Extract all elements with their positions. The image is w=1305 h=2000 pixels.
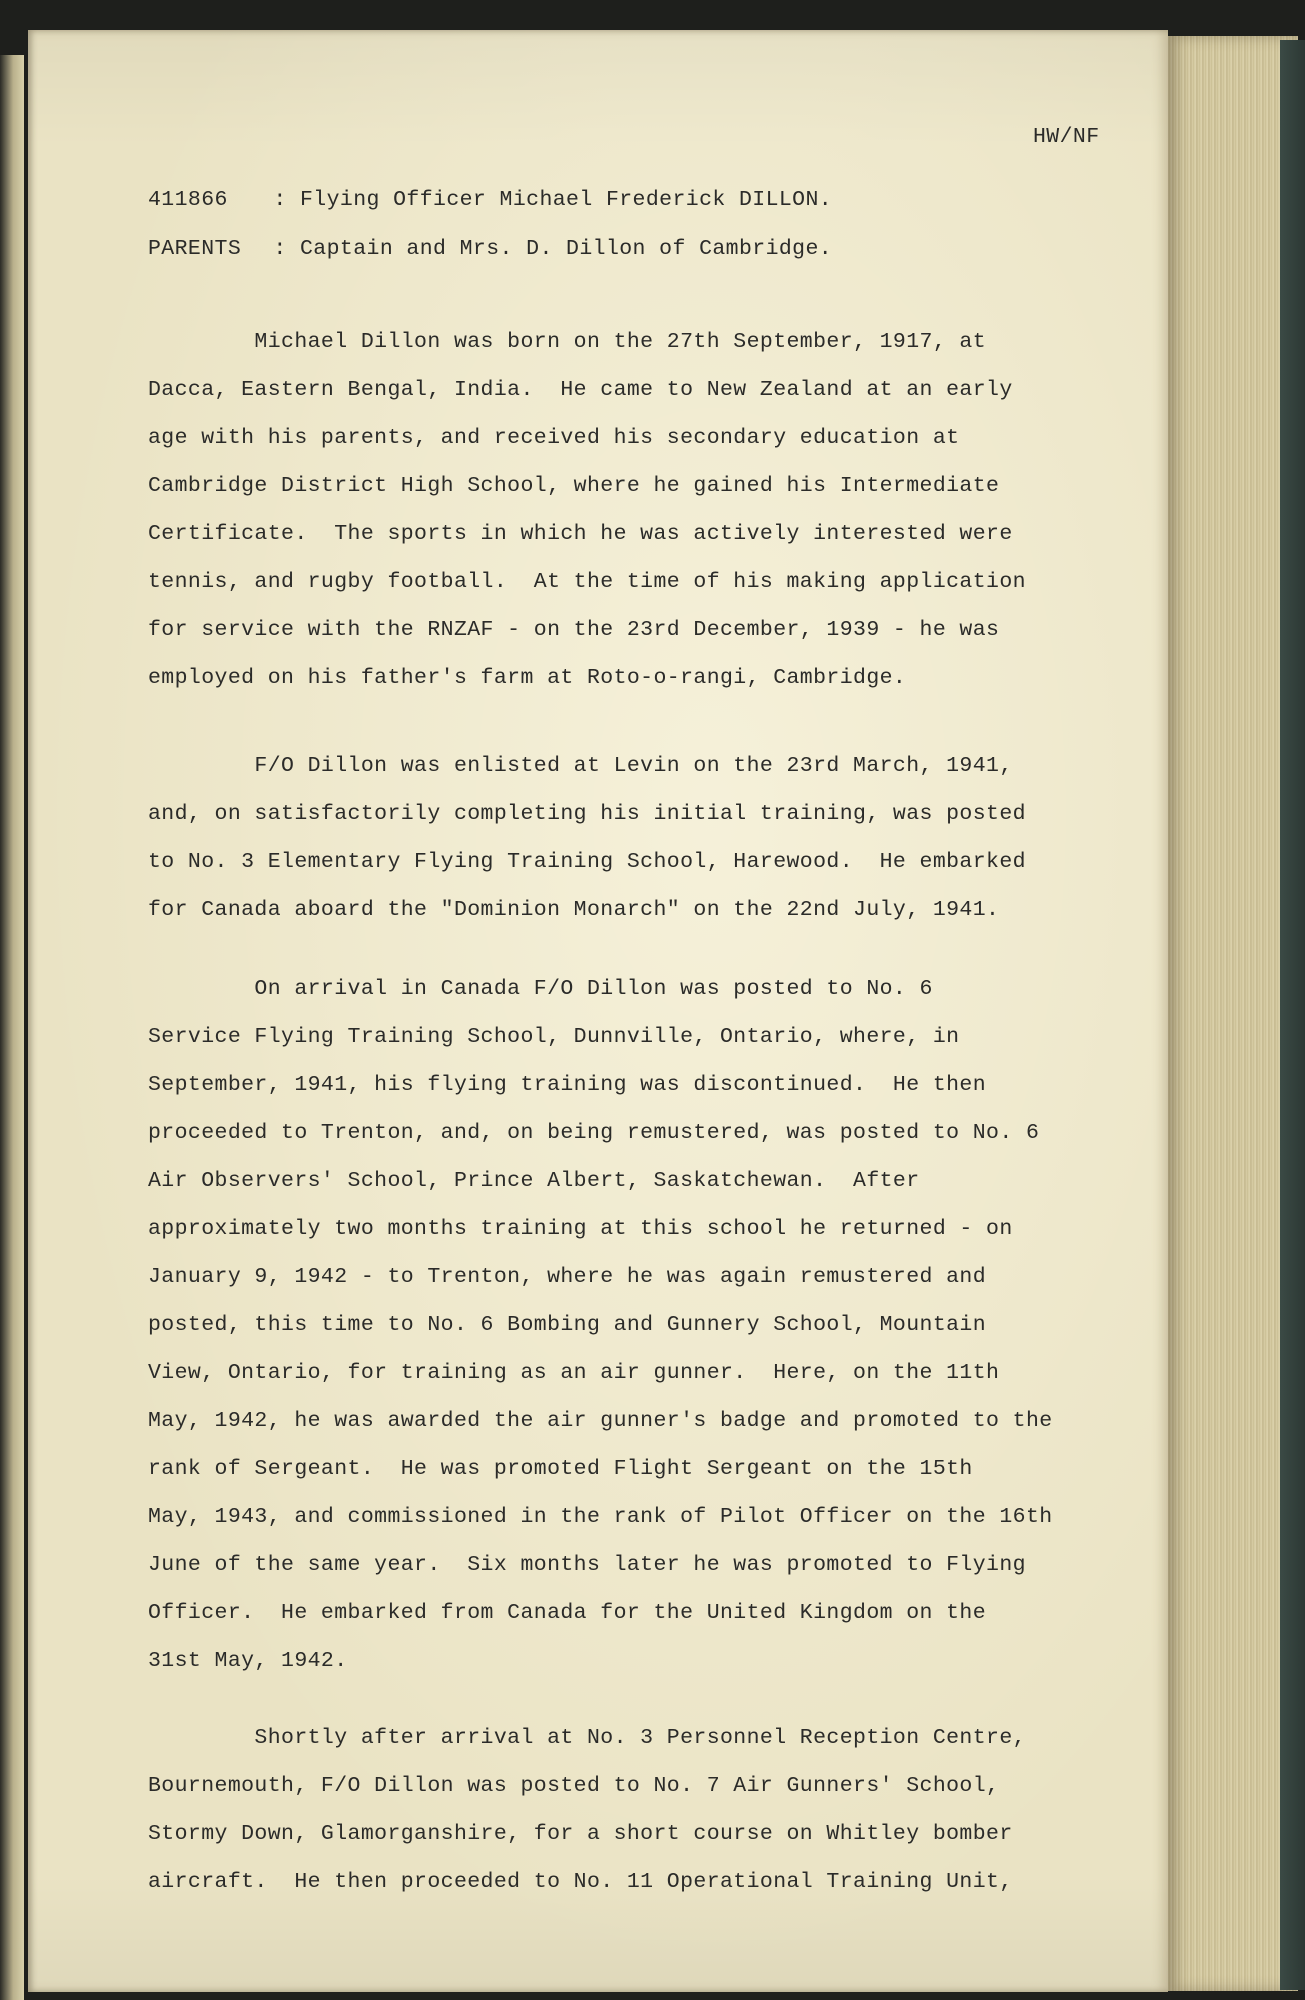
service-number-row: [148, 188, 832, 212]
document-page: [28, 30, 1168, 1992]
parents-value: Captain and Mrs. D. Dillon of Cambridge.: [300, 237, 833, 261]
paragraph-1-line-6: tennis, and rugby football. At the time of his making application: [148, 570, 1026, 594]
paragraph-1-line-1: Michael Dillon was born on the 27th September, 1917, at: [148, 330, 987, 354]
page-stack-edges: [1168, 36, 1298, 1991]
book-binding: [1280, 40, 1305, 1990]
paragraph-1-line-7: for service with the RNZAF - on the 23rd December, 1939 - he was: [148, 618, 1000, 642]
service-number: 411866: [148, 188, 228, 212]
paragraph-1-line-3: age with his parents, and received his secondary education at: [148, 426, 960, 450]
paragraph-3-line-11: rank of Sergeant. He was promoted Flight Sergeant on the 15th: [148, 1457, 973, 1481]
paragraph-1-line-8: employed on his father's farm at Roto-o-rangi, Cambridge.: [148, 666, 907, 690]
field-separator: :: [273, 237, 287, 261]
officer-name: Flying Officer Michael Frederick DILLON.: [300, 188, 833, 212]
paragraph-4-line-4: aircraft. He then proceeded to No. 11 Operational Training Unit,: [148, 1870, 1013, 1894]
paragraph-3-line-5: Air Observers' School, Prince Albert, Saskatchewan. After: [148, 1169, 920, 1193]
paragraph-1-line-2: Dacca, Eastern Bengal, India. He came to New Zealand at an early: [148, 378, 1013, 402]
paragraph-3-line-4: proceeded to Trenton, and, on being remustered, was posted to No. 6: [148, 1121, 1040, 1145]
paragraph-3-line-2: Service Flying Training School, Dunnville, Ontario, where, in: [148, 1025, 960, 1049]
paragraph-2-line-3: to No. 3 Elementary Flying Training School, Harewood. He embarked: [148, 850, 1026, 874]
paragraph-4-line-3: Stormy Down, Glamorganshire, for a short course on Whitley bomber: [148, 1822, 1013, 1846]
paragraph-3-line-6: approximately two months training at this school he returned - on: [148, 1217, 1013, 1241]
paragraph-3-line-8: posted, this time to No. 6 Bombing and Gunnery School, Mountain: [148, 1313, 987, 1337]
parents-row: [148, 237, 832, 261]
reference-code: HW/NF: [1033, 125, 1100, 149]
paragraph-3-line-13: June of the same year. Six months later he was promoted to Flying: [148, 1553, 1026, 1577]
paragraph-3-line-9: View, Ontario, for training as an air gunner. Here, on the 11th: [148, 1361, 1000, 1385]
paragraph-4-line-1: Shortly after arrival at No. 3 Personnel Reception Centre,: [148, 1726, 1026, 1750]
paragraph-3-line-15: 31st May, 1942.: [148, 1649, 348, 1673]
paragraph-1-line-4: Cambridge District High School, where he gained his Intermediate: [148, 474, 1000, 498]
parents-label: PARENTS: [148, 237, 242, 261]
paragraph-3-line-12: May, 1943, and commissioned in the rank of Pilot Officer on the 16th: [148, 1505, 1053, 1529]
paragraph-3-line-1: On arrival in Canada F/O Dillon was posted to No. 6: [148, 977, 933, 1001]
paragraph-3-line-14: Officer. He embarked from Canada for the United Kingdom on the: [148, 1601, 987, 1625]
paragraph-2-line-2: and, on satisfactorily completing his initial training, was posted: [148, 802, 1026, 826]
paragraph-3-line-10: May, 1942, he was awarded the air gunner's badge and promoted to the: [148, 1409, 1053, 1433]
field-separator: :: [273, 188, 287, 212]
paragraph-3-line-3: September, 1941, his flying training was discontinued. He then: [148, 1073, 987, 1097]
previous-page-edge: [0, 55, 24, 2000]
paragraph-1-line-5: Certificate. The sports in which he was actively interested were: [148, 522, 1013, 546]
paragraph-2-line-4: for Canada aboard the "Dominion Monarch" on the 22nd July, 1941.: [148, 898, 1000, 922]
paragraph-3-line-7: January 9, 1942 - to Trenton, where he was again remustered and: [148, 1265, 987, 1289]
paragraph-4-line-2: Bournemouth, F/O Dillon was posted to No. 7 Air Gunners' School,: [148, 1774, 1000, 1798]
paragraph-2-line-1: F/O Dillon was enlisted at Levin on the 23rd March, 1941,: [148, 754, 1013, 778]
